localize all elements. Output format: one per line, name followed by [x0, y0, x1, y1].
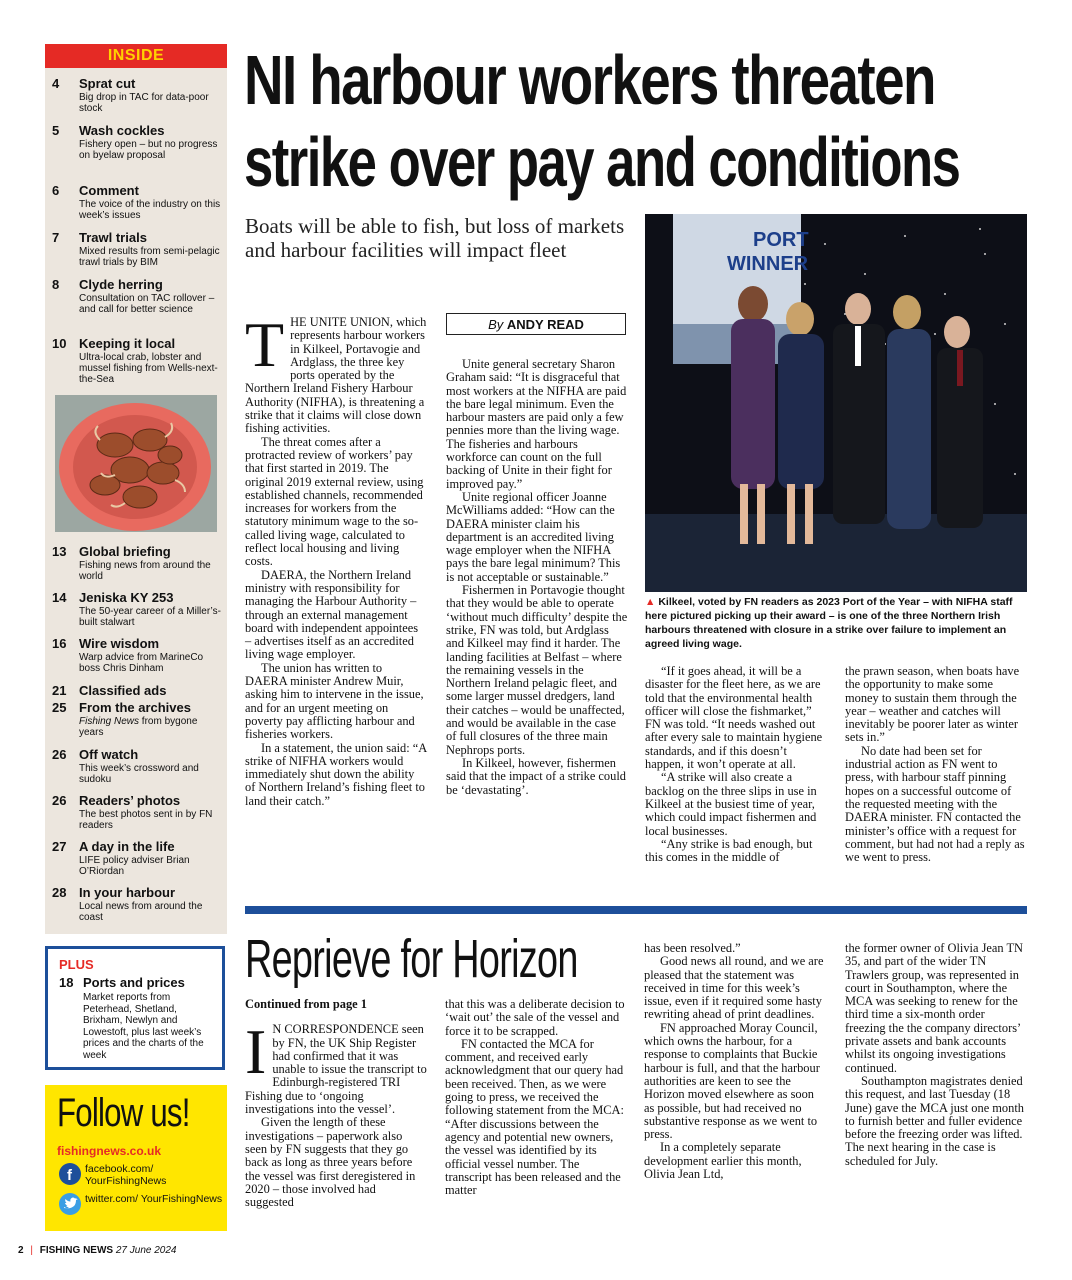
issue-date: 27 June 2024 [115, 1245, 177, 1256]
page-footer [18, 1245, 176, 1256]
drop-cap: I [245, 1016, 267, 1088]
main-col-2: Unite general secretary Sharon Graham said: “It is disgraceful that most workers at the NIFHA are paid the bare legal minimum. Even the harbour masters are paid only a few pennies more than the living wage. The fisheries and harbours workforce can count on the full backing of Unite in their fight for improved pay.” Unite regional officer Joanne McWilliams added: “How can the DAERA minister claim his department is an accredited living wage employer when the NIFHA pays the bare legal minimum? This is not acceptable or sustainable.” Fishermen in Portavogie thought that they would be able to operate ‘without much difficulty’ despite the strike, FN was told, but Ardglass and Kilkeel may find it harder. The landing facilities at Belfast – where the remaining vessels in the Northern Ireland pelagic fleet, and some larger mussel dredgers, land their catches – would be unaffected, and would be available in the case of full closures of the three main Nephrops ports. In Kilkeel, however, fishermen said that the impact of a strike could be ‘devastating’. [446, 357, 628, 797]
main-col-3: “If it goes ahead, it will be a disaster for the fleet here, as we are told that the environmental health officer will close the fishmarket,” FN was told. “It needs washed out after every sale to maintain hygiene standards, and if this doesn’t happen, it won’t operate at all. “A strike will also create a backlog on the three slips in use in Kilkeel at the busiest time of year, which could impact fishermen and local businesses. “Any strike is bad enough, but this comes in the middle of [645, 664, 823, 865]
plus-heading: PLUS [59, 957, 94, 972]
second-col-4: the former owner of Olivia Jean TN 35, and part of the wider TN Trawlers group, was represented in court in Southampton, where the MCA was seeking to renew for the third time a six-month order freezing the the company directors’ private assets and bank accounts whilst its ongoing investigations continued. Southampton magistrates denied this request, and last Tuesday (18 June) gave the MCA just one month to furnish better and fuller evidence before the freezing order was lifted. The next hearing in the case is scheduled for July. [845, 941, 1024, 1168]
inside-heading: INSIDE [45, 44, 227, 68]
second-col-1: Continued from page 1 I N CORRESPONDENCE seen by FN, the UK Ship Register had confirmed that it was unable to issue the transcript to Edinburgh-registered TRI Fishing due to ‘ongoing investigations into the vessel’. Given the length of these investigations – paperwork also seen by FN suggests that they go back as long as three years before the vessel was first deregistered in 2020 – those involved had suggested [245, 997, 427, 1210]
plus-desc: Market reports from Peterhead, Shetland, Brixham, Newlyn and Lowestoft, plus last week’s prices and the charts of the week [83, 992, 204, 1061]
facebook-icon[interactable] [59, 1163, 81, 1185]
website-link[interactable]: fishingnews.co.uk [57, 1144, 162, 1158]
follow-panel [45, 1085, 227, 1231]
drop-cap: T [245, 309, 285, 380]
second-col-2: that this was a deliberate decision to ‘wait out’ the sale of the vessel and force it to be scrapped. FN contacted the MCA for comment, and received early acknowledgment that our query had been received. Then, as we were going to press, we received the following statement from the MCA: “After discussions between the agency and potential new owners, the vessel was identified by its official vessel number. The transcript has been released and the matter [445, 997, 625, 1198]
main-col-1: THE UNITE UNION, which represents harbour workers in Kilkeel, Portavogie and Ardglass, the three key ports operated by the Northern Ireland Fishery Harbour Authority (NIFHA), is threatening a strike that it claims will close down fishing activities. The threat comes after a protracted review of workers’ pay that first started in 2019. The original 2019 external review, using established channels, recommended increases for workers from the statutory minimum wage to the so-called living wage, calculated to reflect local housing and living costs. DAERA, the Northern Ireland ministry with responsibility for managing the Harbour Authority – through an external management board with independent appointees – advertises itself as an accredited living wage employer. The union has written to DAERA minister Andrew Muir, asking him to intervene in the issue, and for an urgent meeting on poverty pay afflicting harbour and fisheries workers. In a statement, the union said: “A strike of NIFHA workers would immediately shut down the ability of Northern Ireland’s fishing fleet to land their catch.” [245, 309, 427, 808]
sign-text-winner: WINNER [727, 253, 809, 275]
caption-arrow-icon: ▲ [645, 596, 656, 608]
footer-separator: | [30, 1245, 33, 1256]
publication-name: FISHING NEWS [39, 1245, 114, 1256]
plus-num: 18 [59, 975, 74, 990]
crab-basket-photo [55, 395, 217, 532]
standfirst: Boats will be able to fish, but loss of markets and harbour facilities will impact fleet [245, 214, 625, 262]
follow-heading: Follow us! [57, 1091, 190, 1135]
continued-note: Continued from page 1 [245, 997, 367, 1011]
page-number: 2 [18, 1245, 24, 1256]
photo-caption: ▲ Kilkeel, voted by FN readers as 2023 Port of the Year – with NIFHA staff here pictured picking up their award – is one of the three Northern Irish harbours threatened with closure in a strike over failure to implement an agreed living wage. [645, 596, 1013, 650]
second-headline: Reprieve for Horizon [245, 929, 578, 989]
publication-name: Fishing News [79, 716, 140, 727]
twitter-icon[interactable] [59, 1193, 81, 1215]
second-col-3: has been resolved.” Good news all round, and we are pleased that the statement was received in time for this week’s issue, even if it required some hasty rewriting ahead of print deadlines. FN approached Moray Council, which owns the harbour, for a response to complaints that Buckie harbour is full, and that the harbour authorities are keen to see the Horizon moved elsewhere as soon as possible, but had received no substantive response as we went to press. In a completely separate development earlier this month, Olivia Jean Ltd, [644, 941, 824, 1182]
award-photo [645, 214, 1027, 592]
main-headline-line-2: strike over pay and conditions [244, 123, 960, 201]
twitter-link[interactable]: twitter.com/ YourFishingNews [85, 1193, 223, 1205]
main-col-4: the prawn season, when boats have the opportunity to make some money to sustain them through the year – weather and catches will inevitably be poorer later as winter sets in.” No date had been set for industrial action as FN went to press, with harbour staff pinning hopes on a successful outcome of the requested meeting with the DAERA minister. FN contacted the minister’s office with a request for comment, but had not had a reply as we went to press. [845, 664, 1025, 865]
section-divider [245, 906, 1027, 914]
plus-box[interactable] [45, 946, 225, 1070]
byline: By ANDY READ [446, 313, 626, 335]
svg-text:f: f [67, 1167, 72, 1184]
sign-text-port: PORT [753, 229, 809, 251]
main-headline-line-1: NI harbour workers threaten [244, 41, 935, 119]
facebook-link[interactable]: facebook.com/ YourFishingNews [85, 1163, 167, 1187]
plus-title: Ports and prices [83, 975, 185, 990]
